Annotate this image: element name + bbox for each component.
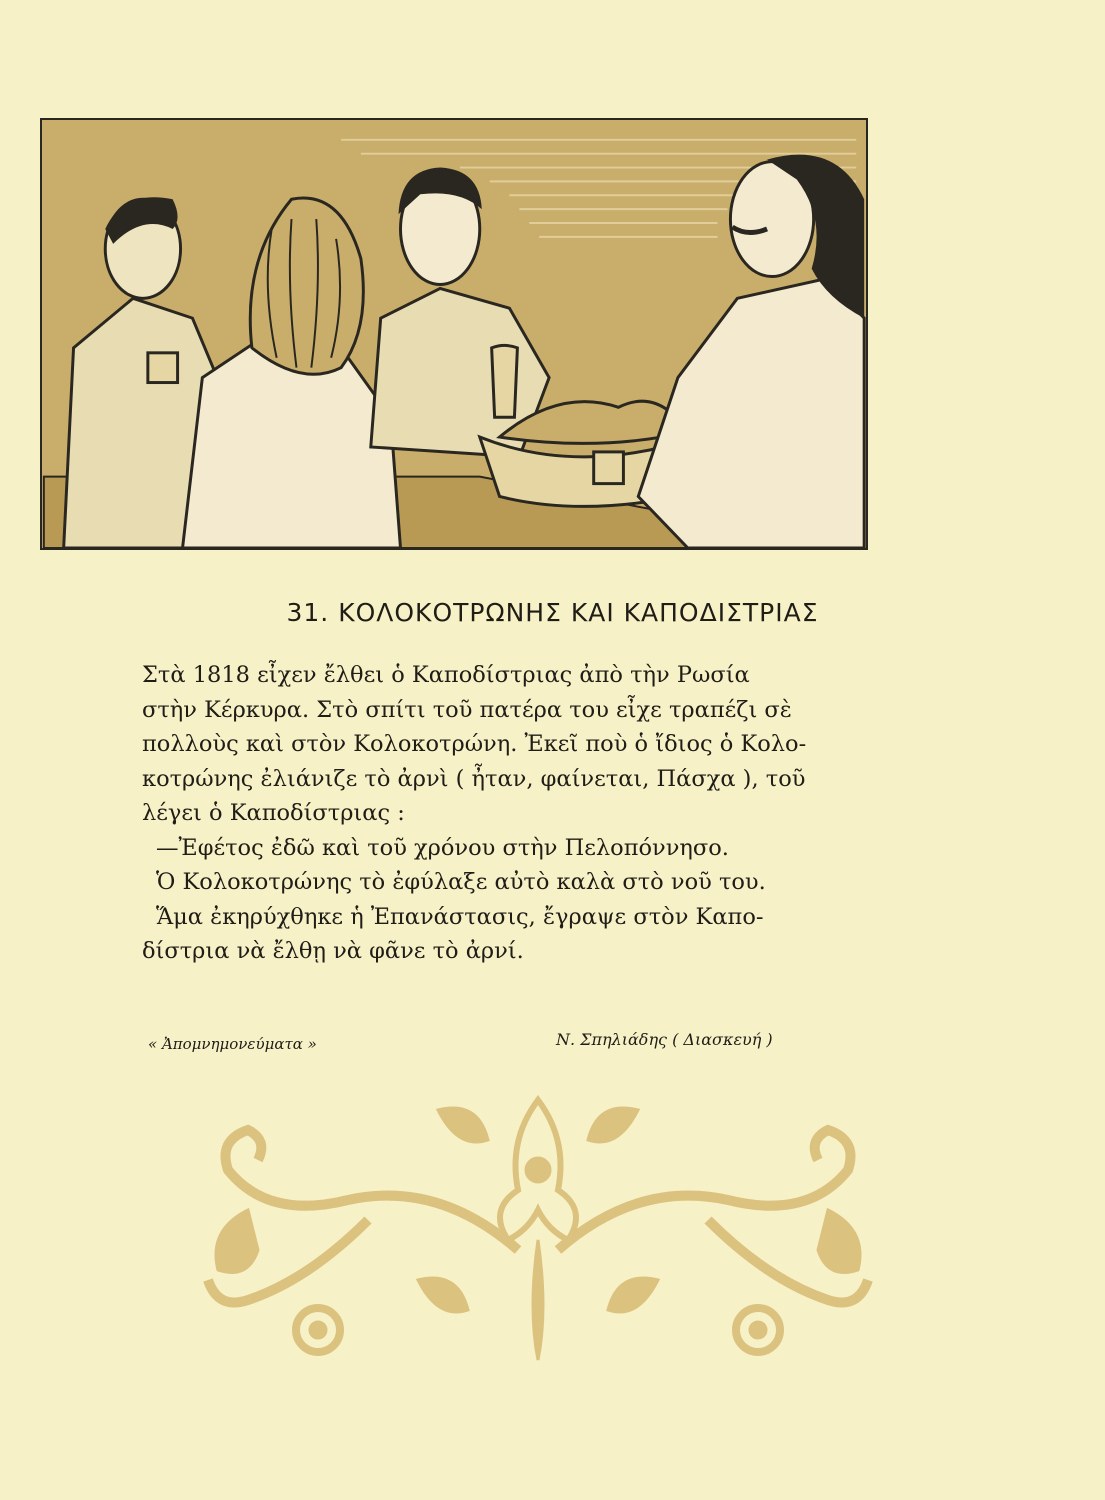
body-line-text: Στὰ 1818 εἶχεν ἔλθει ὁ Καποδίστριας ἀπὸ τὴν Ρωσία (142, 662, 750, 688)
body-line: πολλοὺς καὶ στὸν Κολοκοτρώνη. Ἐκεῖ ποὺ ὁ ἴδιος ὁ Κολο- (142, 731, 807, 757)
source-work: « Ἀπομνημονεύματα » (148, 1035, 317, 1053)
chapter-title: 31. ΚΟΛΟΚΟΤΡΩΝΗΣ ΚΑΙ ΚΑΠΟΔΙΣΤΡΙΑΣ (286, 598, 819, 627)
body-line: κοτρώνης ἐλιάνιζε τὸ ἀρνὶ ( ἦταν, φαίνεται, Πάσχα ), τοῦ (142, 765, 806, 792)
body-line: στὴν Κέρκυρα. Στὸ σπίτι τοῦ πατέρα του εἶχε τραπέζι σὲ (142, 696, 792, 723)
body-line: λέγει ὁ Καποδίστριας : (142, 800, 405, 826)
source-author: Ν. Σπηλιάδης ( Διασκευή ) (556, 1030, 773, 1049)
body-line: δίστρια νὰ ἔλθῃ νὰ φᾶνε τὸ ἀρνί. (142, 938, 524, 964)
body-line: Ὁ Κολοκοτρώνης τὸ ἐφύλαξε αὐτὸ καλὰ στὸ νοῦ του. (156, 869, 766, 895)
illustration-drawing (42, 120, 866, 548)
body-text (142, 658, 876, 969)
body-line (142, 658, 876, 693)
body-line: Ἅμα ἐκηρύχθηκε ἡ Ἐπανάστασις, ἔγραψε στὸν Καπο- (156, 903, 764, 930)
dialogue-line: —Ἐφέτος ἐδῶ καὶ τοῦ χρόνου στὴν Πελοπόννησο. (156, 834, 729, 861)
illustration (40, 118, 868, 550)
floral-ornament (188, 1080, 888, 1370)
